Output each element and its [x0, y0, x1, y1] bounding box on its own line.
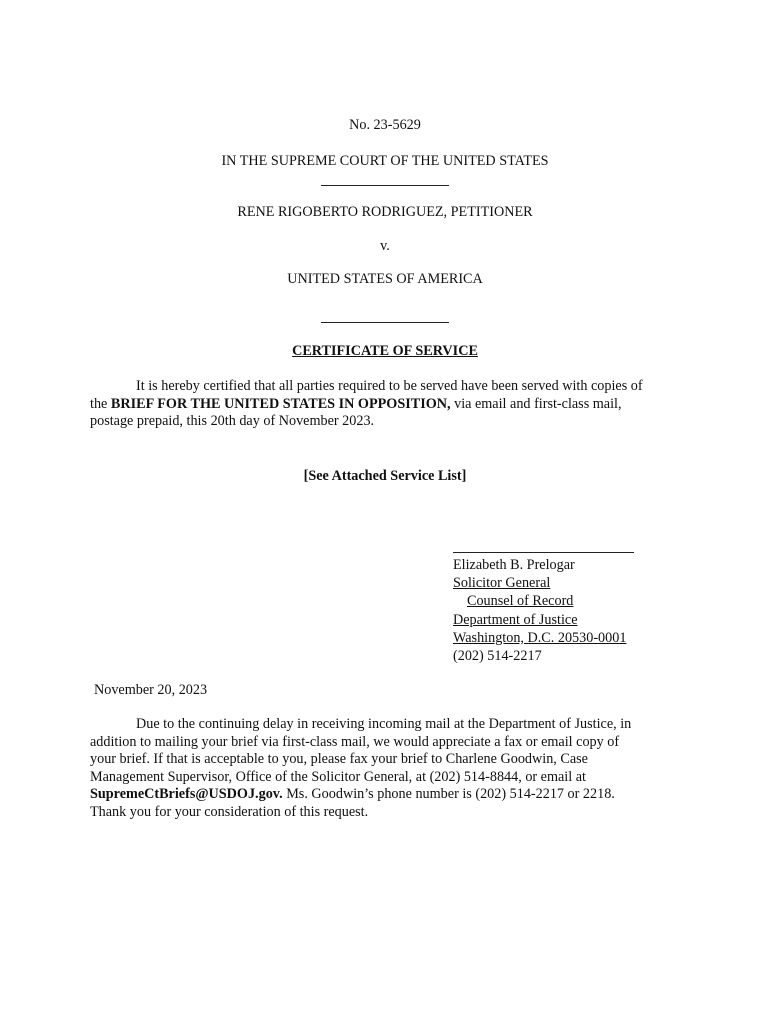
notice-line-5: [90, 786, 690, 804]
signature-block: [453, 556, 626, 665]
email-address: SupremeCtBriefs@USDOJ.gov.: [90, 786, 283, 802]
signature-line: [453, 552, 634, 553]
respondent-name: UNITED STATES OF AMERICA: [287, 271, 483, 287]
document-date: November 20, 2023: [94, 682, 208, 698]
divider-rule-1: [321, 185, 449, 186]
court-name: IN THE SUPREME COURT OF THE UNITED STATES: [221, 153, 549, 169]
divider-rule-2: [321, 322, 449, 323]
certificate-line-2-prefix: the: [90, 395, 111, 412]
signer-phone: (202) 514-2217: [453, 648, 542, 665]
certificate-paragraph: [90, 378, 690, 431]
brief-title: BRIEF FOR THE UNITED STATES IN OPPOSITION,: [110, 395, 451, 412]
notice-line-4: Management Supervisor, Office of the Solicitor General, at (202) 514-8844, or email at: [90, 768, 586, 785]
signer-title: Solicitor General: [453, 575, 551, 592]
notice-line-2: addition to mailing your brief via first-class mail, we would appreciate a fax or email copy of: [90, 733, 620, 750]
notice-line-3: your brief. If that is acceptable to you, please fax your brief to Charlene Goodwin, Case: [90, 751, 588, 767]
signer-role: Counsel of Record: [467, 593, 574, 610]
signer-department: Department of Justice: [453, 611, 578, 628]
certificate-line-2-suffix: via email and first-class mail,: [450, 395, 622, 412]
notice-paragraph: [90, 716, 690, 821]
notice-line-6: Thank you for your consideration of this request.: [90, 803, 369, 820]
signer-address: Washington, D.C. 20530-0001: [453, 629, 627, 646]
signer-name: Elizabeth B. Prelogar: [453, 557, 575, 573]
notice-line-1: Due to the continuing delay in receiving incoming mail at the Department of Justice, in: [136, 716, 632, 732]
notice-line-5-suffix: Ms. Goodwin’s phone number is (202) 514-2217 or 2218.: [282, 786, 615, 802]
certificate-line-2: [90, 396, 690, 414]
certificate-line-3: postage prepaid, this 20th day of November 2023.: [90, 413, 375, 429]
certificate-title: CERTIFICATE OF SERVICE: [292, 343, 478, 359]
service-list-note: [See Attached Service List]: [303, 468, 467, 484]
certificate-line-1: It is hereby certified that all parties required to be served have been served with copies of: [136, 378, 643, 394]
versus-label: v.: [380, 238, 390, 254]
petitioner-name: RENE RIGOBERTO RODRIGUEZ, PETITIONER: [237, 204, 533, 220]
case-number: No. 23-5629: [349, 117, 421, 133]
